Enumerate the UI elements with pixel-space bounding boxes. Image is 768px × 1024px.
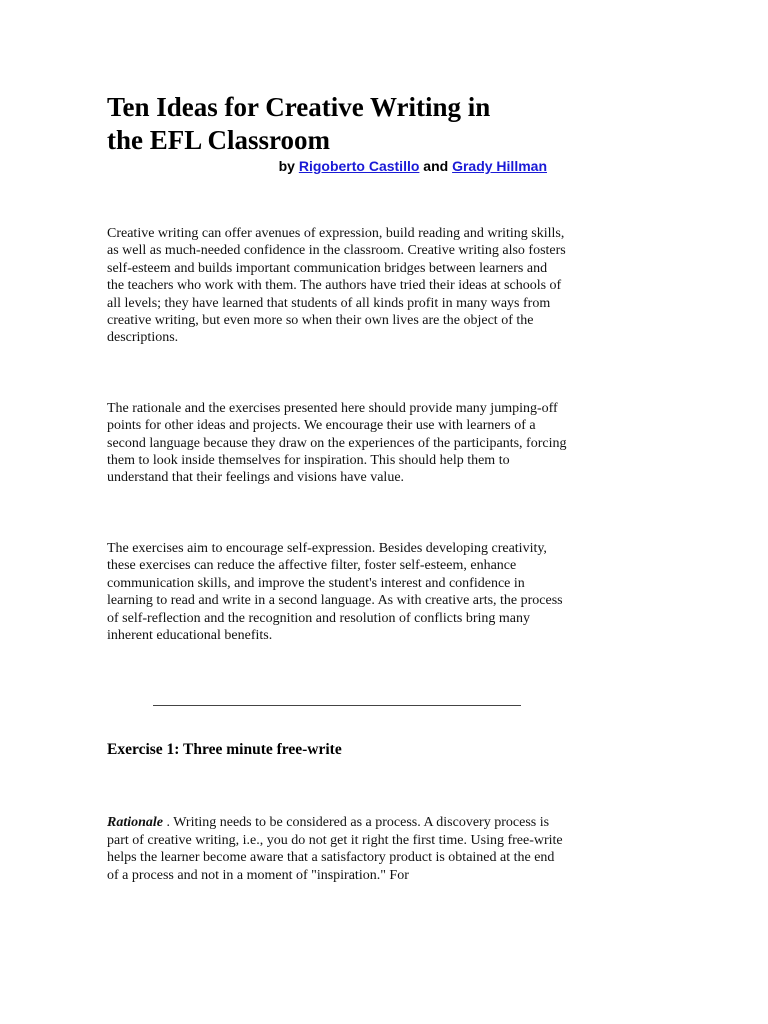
intro-paragraph-1: Creative writing can offer avenues of expression, build reading and writing skills, as well as much-needed confidence in the classroom. Creative writing also fosters self-esteem and builds important communication bridges between learners and the teachers who work with them. The authors have tried their ideas at schools of all levels; they have learned that students of all kinds profit in many ways from creative writing, but even more so when their own lives are the object of the descriptions. <box>107 226 566 346</box>
section-divider <box>153 705 521 706</box>
title-line-1: Ten Ideas for Creative Writing in <box>107 92 491 122</box>
article-title <box>107 91 567 157</box>
exercise-1-heading: Exercise 1: Three minute free-write <box>107 741 342 759</box>
byline <box>107 157 567 175</box>
exercise-1-rationale <box>107 814 567 884</box>
byline-prefix: by <box>278 158 295 174</box>
intro-paragraph-2: The rationale and the exercises presented here should provide many jumping-off points for other ideas and projects. We encourage their use with learners of a second language because they draw on the experiences of the participants, forcing them to look inside themselves for inspiration. This should help them to understand that their feelings and visions have value. <box>107 400 567 486</box>
author-link-rigoberto-castillo[interactable]: Rigoberto Castillo <box>298 158 420 174</box>
rationale-text: . Writing needs to be considered as a process. A discovery process is part of creative writing, i.e., you do not get it right the first time. Using free-write helps the learner become aware that a satisfactory product is obtained at the end of a process and not in a moment of "inspiration." For <box>107 815 563 883</box>
intro-paragraph-3: The exercises aim to encourage self-expression. Besides developing creativity, these exercises can reduce the affective filter, foster self-esteem, enhance communication skills, and improve the student's interest and confidence in learning to read and write in a second language. As with creative arts, the process of self-reflection and the recognition and resolution of conflicts bring many inherent educational benefits. <box>107 540 563 643</box>
document-page <box>107 91 567 884</box>
byline-joiner: and <box>423 158 449 174</box>
author-link-grady-hillman[interactable]: Grady Hillman <box>452 158 547 174</box>
title-line-2: the EFL Classroom <box>107 125 331 155</box>
rationale-label: Rationale <box>107 815 164 831</box>
